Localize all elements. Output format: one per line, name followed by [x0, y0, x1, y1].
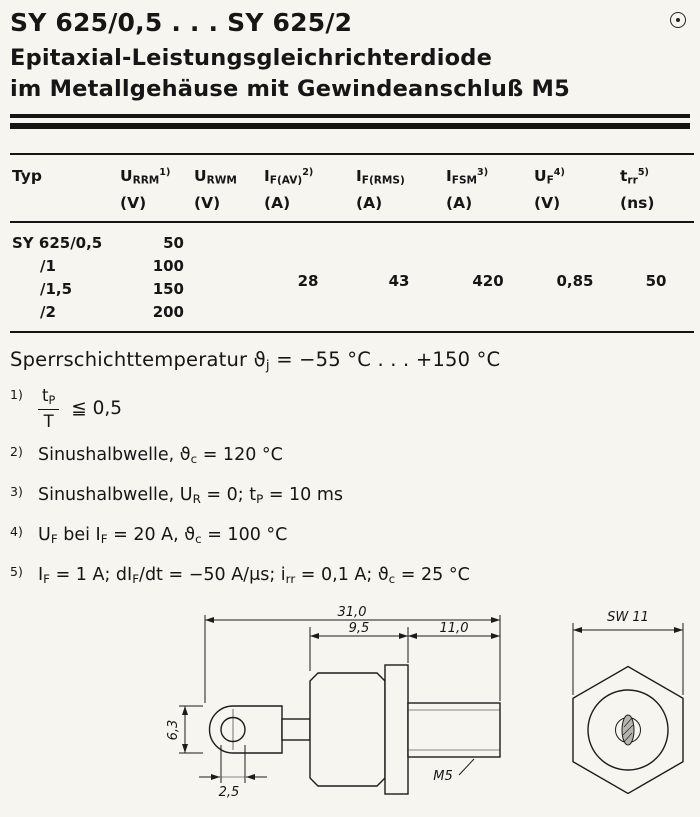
footnote-text — [38, 386, 122, 431]
circled-dot-icon — [670, 12, 686, 28]
cell-urrm: 150 — [152, 279, 184, 298]
footnote-3 — [10, 483, 690, 511]
cell-urrm: 200 — [152, 302, 184, 321]
footnote-marker: 3) — [10, 483, 23, 499]
col-header-uf: $U_F^{4)}$ (V) — [532, 154, 618, 222]
thread-label: M5 — [433, 768, 453, 784]
footnotes — [10, 386, 690, 591]
page-title: SY 625/0,5 . . . SY 625/2 — [10, 8, 353, 37]
cell-typ: SY 625/0,5 — [12, 233, 103, 252]
ratings-table — [10, 153, 694, 333]
col-header-ifav: $I_{F(AV)}^{2)}$ (A) — [262, 154, 354, 222]
fraction-numerator: $t_P$ — [38, 386, 59, 410]
dim-overall-label: 31,0 — [337, 604, 367, 620]
footnote-text: Sinushalbwelle, $ϑ_c = 120$ °C — [38, 444, 283, 466]
package-side-view — [209, 665, 500, 794]
cell-ifav: 28 — [297, 271, 319, 290]
lead — [282, 719, 310, 740]
footnote-marker: 5) — [10, 563, 23, 579]
subtitle-line2: im Metallgehäuse mit Gewindeanschluß M5 — [10, 76, 570, 102]
col-header-trr: $t_{rr}^{5)}$ (ns) — [618, 154, 694, 222]
package-drawing — [0, 603, 700, 817]
cell-uf: 0,85 — [556, 271, 594, 290]
subtitle-line1: Epitaxial-Leistungsgleichrichterdiode — [10, 45, 493, 71]
package-end-view — [573, 666, 683, 793]
dim-stud-label: 11,0 — [439, 620, 469, 636]
leader-line — [459, 759, 474, 775]
circled-dot-center — [676, 18, 680, 22]
col-header-ifrms: $I_{F(RMS)}$ (A) — [354, 154, 444, 222]
footnote-marker: 2) — [10, 443, 23, 459]
footnote-1 — [10, 386, 690, 431]
footnote-text: Sinushalbwelle, $U_R = 0$; $t_P = 10$ ms — [38, 484, 344, 506]
footnote-marker: 4) — [10, 523, 23, 539]
footnote-5 — [10, 563, 690, 591]
junction-temperature-line: Sperrschichttemperatur $ϑ_j = -55$ °C . . . +150 °C — [10, 347, 501, 373]
flange — [385, 665, 408, 794]
cell-typ: /1 — [40, 256, 56, 275]
col-header-typ: Typ — [10, 154, 118, 222]
footnote-text: $I_F = 1$ A; $dI_F/dt = -50$ A/μs; $i_{rr} = 0,1$ A; $ϑ_c = 25$ °C — [38, 564, 470, 586]
cell-trr: 50 — [645, 271, 667, 290]
cell-ifsm: 420 — [472, 271, 504, 290]
cell-urrm: 50 — [163, 233, 184, 252]
footnote-2 — [10, 443, 690, 471]
footnote-marker: 1) — [10, 386, 23, 402]
col-header-ifsm: $I_{FSM}^{3)}$ (A) — [444, 154, 532, 222]
cell-urrm: 100 — [152, 256, 184, 275]
footnote-4 — [10, 523, 690, 551]
fraction-denominator: T — [43, 411, 54, 431]
header — [10, 8, 690, 37]
table-header-row — [10, 154, 694, 222]
dim-body-label: 9,5 — [348, 620, 370, 636]
cell-typ: /1,5 — [40, 279, 73, 298]
divider-rule-thick — [10, 123, 690, 129]
cell-ifrms: 43 — [388, 271, 410, 290]
page-subtitle — [10, 43, 690, 105]
hex-label: SW 11 — [607, 609, 649, 625]
dim-hole-label: 2,5 — [218, 784, 240, 800]
cell-urwm-empty — [192, 222, 262, 332]
col-header-urwm: $U_{RWM}$ (V) — [192, 154, 262, 222]
threaded-stud — [408, 703, 500, 757]
col-header-urrm: $U_{RRM}^{1)}$ (V) — [118, 154, 192, 222]
cell-typ: /2 — [40, 302, 56, 321]
dim-tab-height-label: 6,3 — [166, 719, 181, 740]
table-row — [10, 222, 694, 255]
body-cylinder — [310, 673, 385, 786]
footnote-condition: ≦ 0,5 — [71, 397, 123, 419]
fraction-tp-over-t — [38, 386, 59, 431]
footnote-text: $U_F$ bei $I_F = 20$ A, $ϑ_c = 100$ °C — [38, 524, 288, 546]
divider-rule-thin — [10, 114, 690, 118]
